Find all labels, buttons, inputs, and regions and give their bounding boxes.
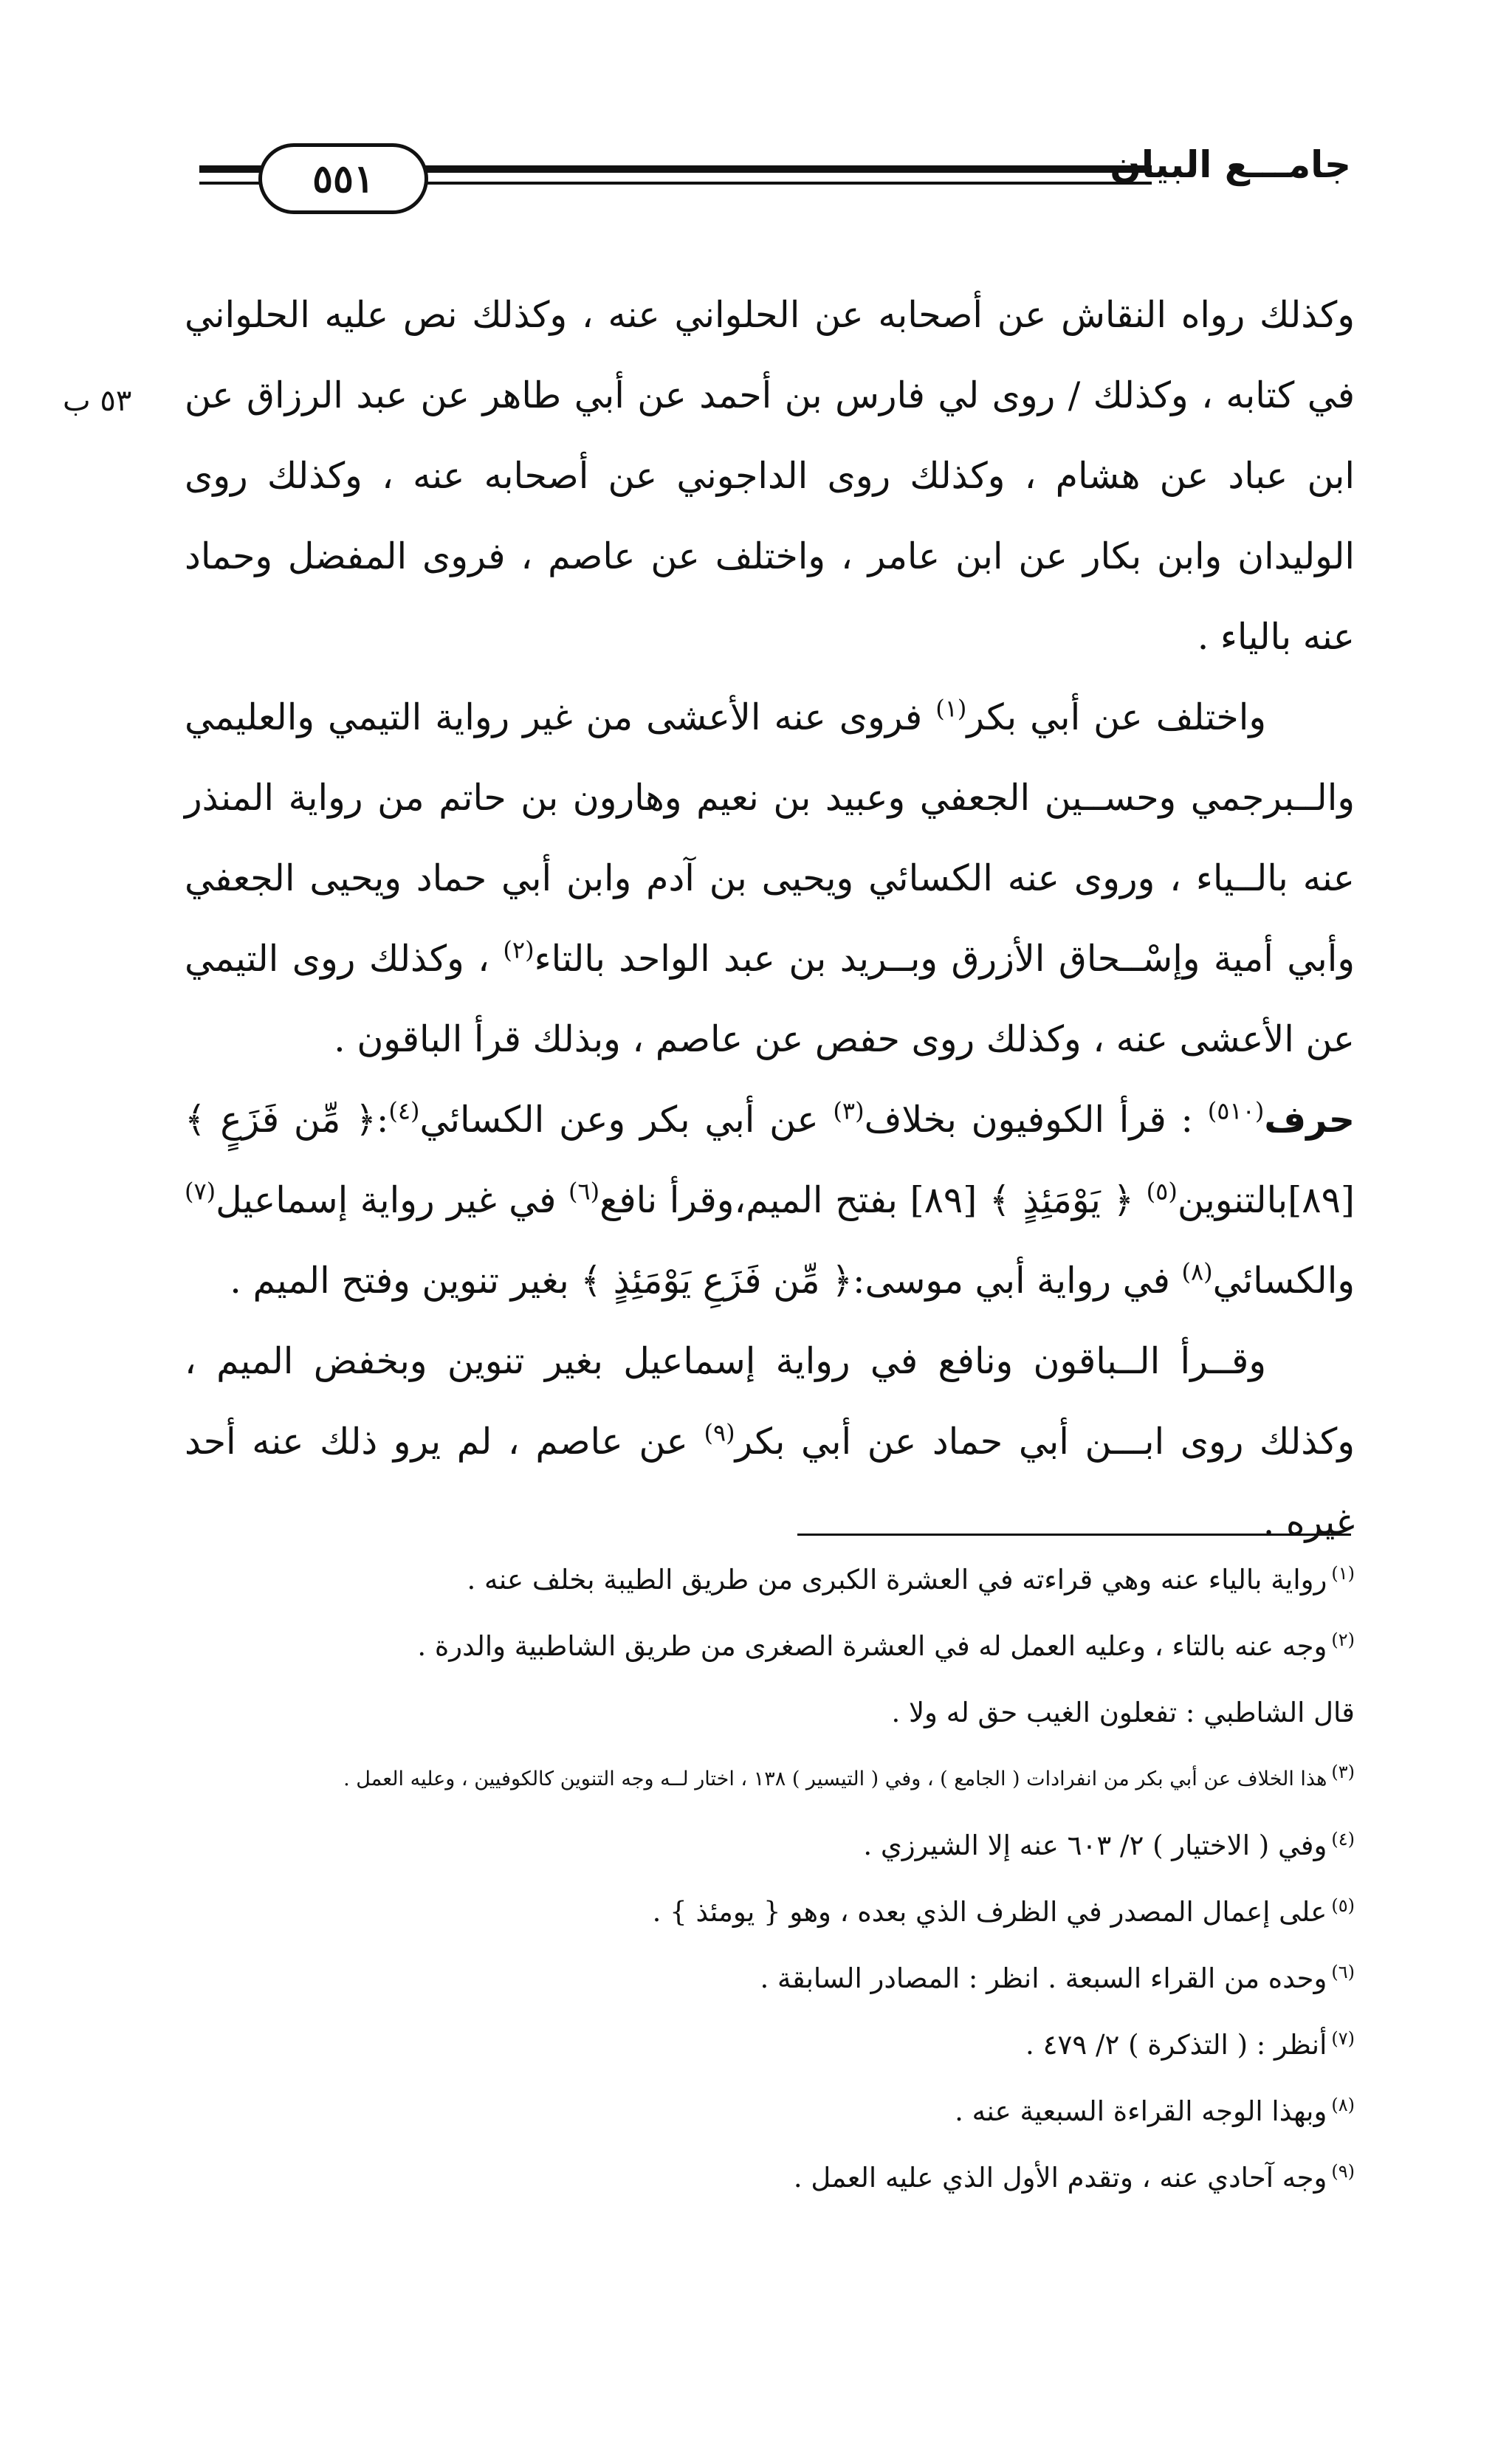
footnote-ref-6[interactable]: (٦) <box>568 1177 600 1206</box>
footnote-ref-8[interactable]: (٨) <box>1181 1257 1213 1286</box>
footnote-number: (٨) <box>1331 2094 1355 2115</box>
footnote-2 <box>185 1613 1355 1680</box>
footnote-ref-5[interactable]: (٥) <box>1146 1177 1178 1206</box>
footnote-text: وفي ( الاختيار ) ٢/ ٦٠٣ عنه إلا الشيرزي . <box>863 1830 1327 1861</box>
paragraph-3-part-a: : قرأ الكوفيون بخلاف <box>864 1099 1208 1141</box>
footnote-number: (٣) <box>1331 1762 1355 1782</box>
footnote-text: على إعمال المصدر في الظرف الذي بعده ، وهو { يومئذ } . <box>652 1896 1327 1928</box>
footnote-number: (٤) <box>1331 1828 1355 1850</box>
running-title: جامـــع البيان <box>1110 143 1351 186</box>
footnote-number: (٩) <box>1331 2160 1355 2182</box>
footnote-ref-9[interactable]: (٩) <box>704 1418 735 1447</box>
paragraph-3-part-g: في رواية أبي موسى:﴿ مِّن فَزَعِ يَوْمَئِذٍ ﴾ بغير تنوين وفتح الميم . <box>230 1260 1182 1302</box>
footnote-number: (٢) <box>1331 1629 1355 1650</box>
footnote-9 <box>185 2145 1355 2211</box>
footnote-3 <box>185 1746 1355 1813</box>
footnote-5 <box>185 1879 1355 1946</box>
footnote-separator <box>797 1534 1351 1536</box>
main-text <box>185 275 1355 1562</box>
paragraph-2-part-a: واختلف عن أبي بكر <box>966 696 1266 738</box>
paragraph-3 <box>185 1079 1355 1321</box>
footnote-number: (١) <box>1331 1562 1355 1584</box>
paragraph-3-part-c: :﴿ مِّن فَزَعٍ ﴾[٨٩]بالتنوين <box>185 1099 1355 1221</box>
harf-number: (٥١٠) <box>1207 1096 1265 1125</box>
footnote-number: (٥) <box>1331 1895 1355 1916</box>
footnotes <box>185 1547 1355 2211</box>
paragraph-3-part-f: والكسائي <box>1212 1260 1355 1302</box>
paragraph-3-part-b: عن أبي بكر وعن الكسائي <box>419 1099 834 1141</box>
margin-folio-note: ٥٣ ب <box>63 384 132 418</box>
footnote-1 <box>185 1547 1355 1613</box>
footnote-8 <box>185 2078 1355 2145</box>
page-number: ٥٥١ <box>258 143 428 214</box>
footnote-text: قال الشاطبي : تفعلون الغيب حق له ولا . <box>891 1697 1355 1728</box>
paragraph-3-part-d: ﴿ يَوْمَئِذٍ ﴾ [٨٩] بفتح الميم،وقرأ نافع <box>599 1179 1147 1221</box>
paragraph-3-part-e: في غير رواية إسماعيل <box>216 1179 568 1221</box>
footnote-ref-7[interactable]: (٧) <box>185 1177 216 1206</box>
footnote-ref-3[interactable]: (٣) <box>833 1096 865 1125</box>
footnote-text: أنظر : ( التذكرة ) ٢/ ٤٧٩ . <box>1025 2029 1327 2061</box>
paragraph-4 <box>185 1321 1355 1562</box>
paragraph-4-part-a: وقــرأ الــباقون ونافع في رواية إسماعيل بغير تنوين وبخفض الميم ، وكذلك روى ابـــن أبي حماد عن أبي بكر <box>185 1340 1355 1463</box>
footnote-4 <box>185 1813 1355 1879</box>
footnote-text: وجه آحادي عنه ، وتقدم الأول الذي عليه العمل . <box>793 2162 1327 2194</box>
footnote-text: رواية بالياء عنه وهي قراءته في العشرة الكبرى من طريق الطيبة بخلف عنه . <box>467 1564 1327 1596</box>
footnote-text: وحده من القراء السبعة . انظر : المصادر السابقة . <box>760 1962 1327 1994</box>
footnote-text: هذا الخلاف عن أبي بكر من انفرادات ( الجامع ) ، وفي ( التيسير ) ١٣٨ ، اختار لــه وجه التنوين كالكوفيين ، وعليه العمل . <box>343 1768 1327 1790</box>
footnote-ref-2[interactable]: (٢) <box>503 935 535 964</box>
paragraph-2-part-c: ، وكذلك روى التيمي عن الأعشى عنه ، وكذلك روى حفص عن عاصم ، وبذلك قرأ الباقون . <box>185 938 1355 1060</box>
footnote-number: (٦) <box>1331 1961 1355 1982</box>
paragraph-1: وكذلك رواه النقاش عن أصحابه عن الحلواني عنه ، وكذلك نص عليه الحلواني في كتابه ، وكذلك / روى لي فارس بن أحمد عن أبي طاهر عن عبد الرزاق عن ابن عباد عن هشام ، وكذلك روى الداجوني عن أصحابه عنه ، وكذلك روى الوليدان وابن بكار عن ابن عامر ، واختلف عن عاصم ، فروى المفضل وحماد عنه بالياء . <box>185 294 1355 658</box>
page-header <box>199 133 1351 214</box>
paragraph-2-part-b: فروى عنه الأعشى من غير رواية التيمي والعليمي والــبرجمي وحســين الجعفي وعبيد بن نعيم وهارون بن حاتم من رواية المنذر عنه بالــياء ، وروى عنه الكسائي ويحيى بن آدم وابن أبي حماد ويحيى الجعفي وأبي أمية وإسْــحاق الأزرق وبــريد بن عبد الواحد بالتاء <box>185 696 1355 980</box>
paragraph-2 <box>185 677 1355 1079</box>
footnote-2-continuation <box>185 1680 1355 1746</box>
footnote-text: وجه عنه بالتاء ، وعليه العمل له في العشرة الصغرى من طريق الشاطبية والدرة . <box>417 1630 1327 1662</box>
footnote-6 <box>185 1946 1355 2012</box>
harf-label: حرف <box>1264 1099 1355 1141</box>
footnote-7 <box>185 2012 1355 2078</box>
footnote-number: (٧) <box>1331 2027 1355 2049</box>
footnote-ref-1[interactable]: (١) <box>935 694 967 723</box>
paragraph-4-part-b: عن عاصم ، لم يرو ذلك عنه أحد غيره . <box>185 1421 1355 1543</box>
footnote-ref-4[interactable]: (٤) <box>388 1096 420 1125</box>
footnote-text: وبهذا الوجه القراءة السبعية عنه . <box>955 2095 1327 2127</box>
